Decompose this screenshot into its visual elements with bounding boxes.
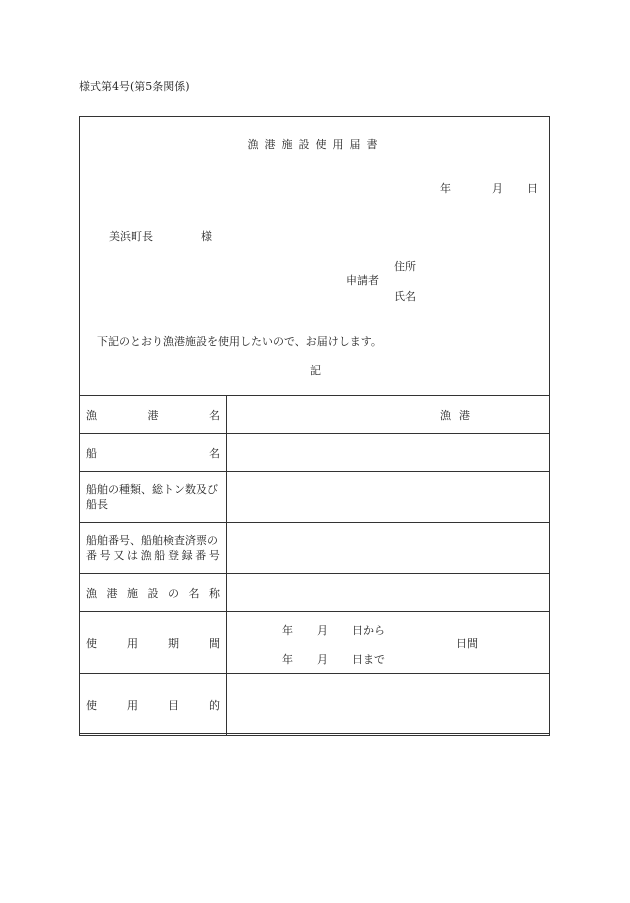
address-label: 住所 [394, 260, 416, 273]
ship-number-label: 船舶番号、船舶検査済票の 番 号 又 は 漁 船 登 録 番 号 [80, 523, 227, 574]
ship-type-label: 船舶の種類、総トン数及び 船長 [80, 472, 227, 523]
addressee-name: 美浜町長 [109, 230, 153, 243]
ki-heading: 記 [310, 364, 321, 377]
usage-purpose-field[interactable] [227, 674, 550, 736]
usage-period-label: 使 用 期 間 [80, 612, 227, 674]
usage-purpose-label: 使 用 目 的 [80, 674, 227, 736]
date-year: 年 [440, 182, 451, 195]
port-name-field[interactable] [227, 396, 550, 434]
ship-number-field[interactable] [227, 523, 550, 574]
applicant-label: 申請者 [346, 274, 379, 287]
period-to: 年 月 日まで [282, 653, 385, 666]
port-name-label: 漁 港 名 [80, 396, 227, 434]
form-title: 漁港施設使用届書 [247, 138, 384, 151]
facility-name-field[interactable] [227, 574, 550, 612]
body-text: 下記のとおり漁港施設を使用したいので、お届けします。 [97, 335, 382, 348]
row-facility-name [80, 574, 550, 612]
submission-date [440, 182, 538, 196]
row-usage-purpose [80, 674, 550, 736]
date-month: 月 [492, 182, 503, 195]
details-table [79, 395, 550, 736]
ship-type-field[interactable] [227, 472, 550, 523]
ship-name-field[interactable] [227, 434, 550, 472]
row-port-name [80, 396, 550, 434]
addressee-honorific: 様 [201, 230, 212, 243]
facility-name-label: 漁 港 施 設 の 名 称 [80, 574, 227, 612]
port-name-suffix: 漁港 [440, 408, 478, 422]
period-from: 年 月 日から [282, 624, 385, 637]
row-ship-number [80, 523, 550, 574]
usage-period-field[interactable] [227, 612, 550, 674]
row-ship-type [80, 472, 550, 523]
name-label: 氏名 [394, 290, 416, 303]
ship-name-label: 船 名 [80, 434, 227, 472]
row-ship-name [80, 434, 550, 472]
row-usage-period [80, 612, 550, 674]
addressee [109, 230, 212, 244]
period-days: 日間 [456, 636, 478, 650]
form-frame [79, 116, 550, 734]
form-number-label: 様式第4号(第5条関係) [79, 80, 190, 93]
date-day: 日 [527, 182, 538, 195]
